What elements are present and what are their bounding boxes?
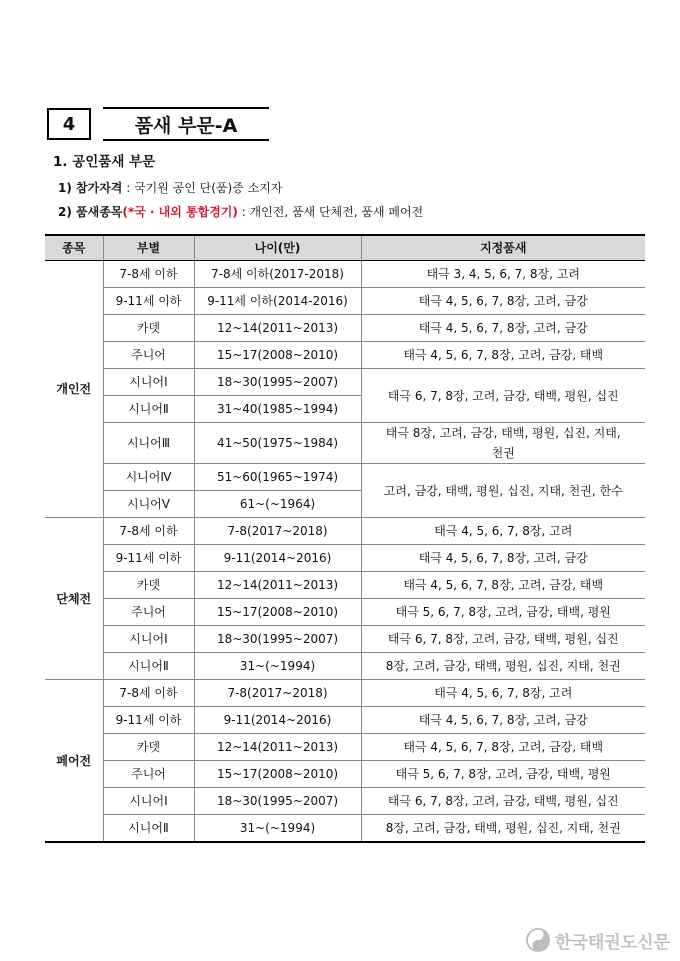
age-cell: 12~14(2011~2013) <box>194 315 361 342</box>
poomsae-cell: 태극 4, 5, 6, 7, 8장, 고려, 금강, 태백 <box>361 734 645 761</box>
division-cell: 시니어Ⅰ <box>103 626 194 653</box>
table-row <box>45 423 645 464</box>
eligibility-text: : 국기원 공인 단(품)증 소지자 <box>122 181 283 195</box>
table-row <box>45 464 645 491</box>
table-row <box>45 518 645 545</box>
age-cell: 18~30(1995~2007) <box>194 369 361 396</box>
section-title: 품새 부문-A <box>103 107 269 141</box>
table-row <box>45 288 645 315</box>
age-cell: 12~14(2011~2013) <box>194 734 361 761</box>
division-cell: 9-11세 이하 <box>103 545 194 572</box>
poomsae-cell: 태극 4, 5, 6, 7, 8장, 고려, 금강 <box>361 545 645 572</box>
division-cell: 9-11세 이하 <box>103 707 194 734</box>
division-cell: 시니어Ⅰ <box>103 369 194 396</box>
division-cell: 시니어Ⅲ <box>103 423 194 464</box>
poomsae-line-1: 태극 8장, 고려, 금강, 태백, 평원, 십진, 지태, <box>385 426 621 440</box>
division-cell: 시니어Ⅰ <box>103 788 194 815</box>
division-cell: 주니어 <box>103 342 194 369</box>
age-cell: 31~(~1994) <box>194 653 361 680</box>
age-cell: 18~30(1995~2007) <box>194 626 361 653</box>
table-row <box>45 545 645 572</box>
section-number: 4 <box>47 108 91 140</box>
table-row <box>45 653 645 680</box>
division-cell: 시니어Ⅱ <box>103 815 194 843</box>
age-cell: 51~60(1965~1974) <box>194 464 361 491</box>
age-cell: 7-8(2017~2018) <box>194 518 361 545</box>
division-cell: 9-11세 이하 <box>103 288 194 315</box>
taegeuk-icon <box>525 927 551 953</box>
table-row <box>45 342 645 369</box>
watermark <box>525 927 670 953</box>
header-age: 나이(만) <box>194 235 361 261</box>
poomsae-cell: 고려, 금강, 태백, 평원, 십진, 지태, 천권, 한수 <box>361 464 645 518</box>
table-row <box>45 369 645 396</box>
events-text: : 개인전, 품새 단체전, 품새 페어전 <box>237 205 424 219</box>
division-cell: 주니어 <box>103 761 194 788</box>
poomsae-cell: 태극 4, 5, 6, 7, 8장, 고려, 금강, 태백 <box>361 342 645 369</box>
table-row <box>45 599 645 626</box>
poomsae-cell: 태극 4, 5, 6, 7, 8장, 고려 <box>361 518 645 545</box>
division-cell: 7-8세 이하 <box>103 518 194 545</box>
table-row <box>45 734 645 761</box>
division-cell: 주니어 <box>103 599 194 626</box>
poomsae-cell: 태극 3, 4, 5, 6, 7, 8장, 고려 <box>361 261 645 288</box>
age-cell: 15~17(2008~2010) <box>194 342 361 369</box>
poomsae-cell: 태극 4, 5, 6, 7, 8장, 고려, 금강, 태백 <box>361 572 645 599</box>
table-row <box>45 761 645 788</box>
table-row <box>45 788 645 815</box>
table-row <box>45 680 645 707</box>
poomsae-cell: 태극 4, 5, 6, 7, 8장, 고려, 금강 <box>361 315 645 342</box>
age-cell: 31~(~1994) <box>194 815 361 843</box>
division-cell: 시니어Ⅴ <box>103 491 194 518</box>
poomsae-cell: 태극 4, 5, 6, 7, 8장, 고려 <box>361 680 645 707</box>
poomsae-cell: 태극 6, 7, 8장, 고려, 금강, 태백, 평원, 십진 <box>361 369 645 423</box>
eligibility-label: 1) 참가자격 <box>58 181 123 195</box>
poomsae-cell: 태극 4, 5, 6, 7, 8장, 고려, 금강 <box>361 707 645 734</box>
table-header-row <box>45 235 645 261</box>
poomsae-cell: 태극 4, 5, 6, 7, 8장, 고려, 금강 <box>361 288 645 315</box>
age-cell: 9-11세 이하(2014-2016) <box>194 288 361 315</box>
age-cell: 61~(~1964) <box>194 491 361 518</box>
division-cell: 시니어Ⅱ <box>103 653 194 680</box>
events-line <box>58 203 423 220</box>
event-cell: 개인전 <box>45 261 103 518</box>
table-row <box>45 572 645 599</box>
division-cell: 7-8세 이하 <box>103 261 194 288</box>
poomsae-line-2: 천권 <box>491 446 515 460</box>
poomsae-cell: 태극 5, 6, 7, 8장, 고려, 금강, 태백, 평원 <box>361 599 645 626</box>
age-cell: 9-11(2014~2016) <box>194 545 361 572</box>
event-cell: 단체전 <box>45 518 103 680</box>
division-cell: 시니어Ⅱ <box>103 396 194 423</box>
header-event: 종목 <box>45 235 103 261</box>
age-cell: 15~17(2008~2010) <box>194 761 361 788</box>
eligibility-line <box>58 179 282 196</box>
table-row <box>45 626 645 653</box>
poomsae-cell: 태극 6, 7, 8장, 고려, 금강, 태백, 평원, 십진 <box>361 788 645 815</box>
poomsae-cell: 8장, 고려, 금강, 태백, 평원, 십진, 지태, 천권 <box>361 815 645 843</box>
table-row <box>45 315 645 342</box>
age-cell: 18~30(1995~2007) <box>194 788 361 815</box>
poomsae-cell: 태극 5, 6, 7, 8장, 고려, 금강, 태백, 평원 <box>361 761 645 788</box>
poomsae-cell: 태극 6, 7, 8장, 고려, 금강, 태백, 평원, 십진 <box>361 626 645 653</box>
division-cell: 카뎃 <box>103 734 194 761</box>
division-cell: 시니어Ⅳ <box>103 464 194 491</box>
age-cell: 7-8세 이하(2017-2018) <box>194 261 361 288</box>
poomsae-cell <box>361 423 645 464</box>
age-cell: 41~50(1975~1984) <box>194 423 361 464</box>
division-cell: 카뎃 <box>103 572 194 599</box>
table-row <box>45 261 645 288</box>
table-row <box>45 815 645 843</box>
event-cell: 페어전 <box>45 680 103 843</box>
watermark-text: 한국태권도신문 <box>555 932 670 953</box>
age-cell: 15~17(2008~2010) <box>194 599 361 626</box>
heading: 1. 공인품새 부문 <box>53 154 156 170</box>
events-note: (*국 · 내외 통합경기) <box>122 205 238 219</box>
poomsae-cell: 8장, 고려, 금강, 태백, 평원, 십진, 지태, 천권 <box>361 653 645 680</box>
table-row <box>45 707 645 734</box>
age-cell: 12~14(2011~2013) <box>194 572 361 599</box>
age-cell: 7-8(2017~2018) <box>194 680 361 707</box>
header-poomsae: 지정품새 <box>361 235 645 261</box>
division-cell: 7-8세 이하 <box>103 680 194 707</box>
age-cell: 31~40(1985~1994) <box>194 396 361 423</box>
poomsae-table <box>45 234 645 843</box>
division-cell: 카뎃 <box>103 315 194 342</box>
age-cell: 9-11(2014~2016) <box>194 707 361 734</box>
header-division: 부별 <box>103 235 194 261</box>
events-label: 2) 품새종목 <box>58 205 123 219</box>
